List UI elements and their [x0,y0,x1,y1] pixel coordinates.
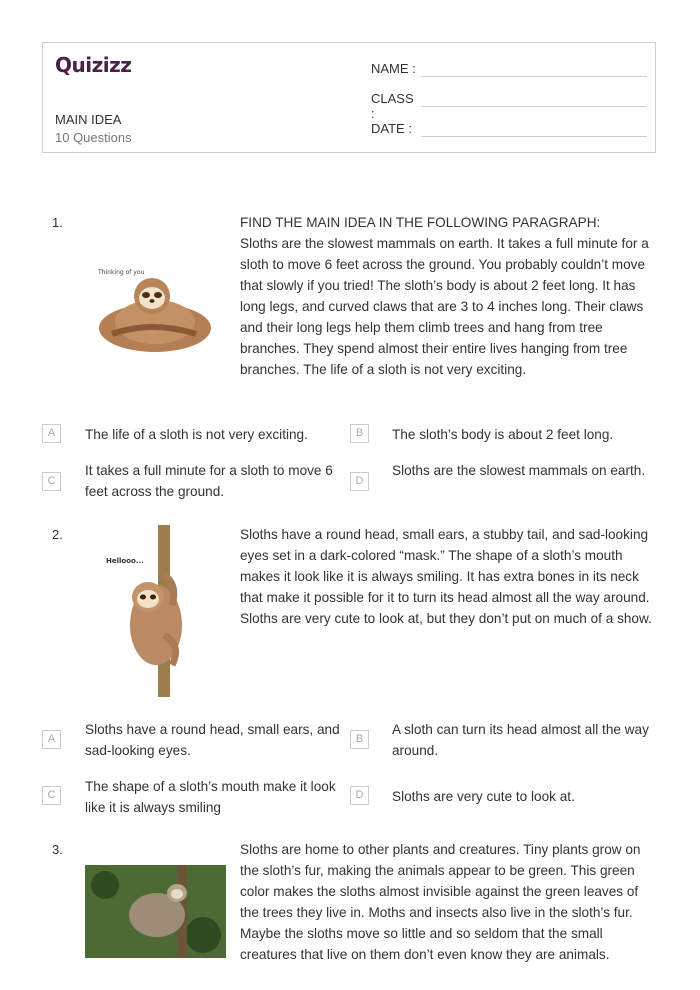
option-text: Sloths are the slowest mammals on earth. [392,463,646,478]
quizizz-logo: Quizizz [55,53,132,77]
option-letter-box: A [42,424,61,443]
option-letter-box: C [42,786,61,805]
option-letter-box: D [350,786,369,805]
option-letter-box: A [42,730,61,749]
image-caption: Hellooo... [106,557,144,565]
image-caption: Thinking of you [98,269,145,276]
worksheet-header [42,42,656,153]
question-number: 1. [52,215,63,230]
worksheet-title: MAIN IDEA [55,112,122,127]
date-label: DATE : [371,121,412,136]
question-number: 3. [52,842,63,857]
option-text: It takes a full minute for a sloth to move 6 feet across the ground. [85,463,333,499]
option-letter-box: C [42,472,61,491]
class-label: CLASS : [371,91,414,121]
option-letter-box: B [350,730,369,749]
date-field[interactable] [371,121,419,136]
question-1-text [240,212,660,380]
option-text: The life of a sloth is not very exciting. [85,427,308,442]
option-text: A sloth can turn its head almost all the way around. [392,722,649,758]
question-count: 10 Questions [55,130,132,145]
question-3-text: Sloths are home to other plants and creatures. Tiny plants grow on the sloth’s fur, making the animals appear to be green. This green color makes the sloths almost invisible against the green leaves of the trees they live in. Moths and insects also live in the sloth’s fur. Maybe the sloths move so little and so seldom that the small creatures that live on them don’t even know they are animals. [240,842,641,962]
option-letter-box: D [350,472,369,491]
option-letter-box: B [350,424,369,443]
name-field[interactable] [371,61,419,76]
option-text: The shape of a sloth’s mouth make it look like it is always smiling [85,779,336,815]
name-line [421,76,647,77]
option-text: Sloths have a round head, small ears, and sad-looking eyes. [85,722,340,758]
question-number: 2. [52,527,63,542]
class-line [421,106,647,107]
sloth-thinking-image [92,262,218,360]
option-text: Sloths are very cute to look at. [392,789,575,804]
question-prompt: FIND THE MAIN IDEA IN THE FOLLOWING PARAGRAPH: [240,215,601,230]
question-paragraph: Sloths are the slowest mammals on earth. It takes a full minute for a sloth to move 6 feet across the ground. You probably couldn’t move that slowly if you tried! The sloth’s body is about 2 feet long. It has long legs, and curved claws that are 3 to 4 inches long. Their claws and their long legs help them climb trees and hang from tree branches. They spend almost their entire lives hanging from tree branches. The life of a sloth is not very exciting. [240,236,649,377]
sloth-branch-image [98,525,218,697]
date-line [421,136,647,137]
option-text: The sloth’s body is about 2 feet long. [392,427,614,442]
question-2-text: Sloths have a round head, small ears, a stubby tail, and sad-looking eyes set in a dark-colored “mask.” The shape of a sloth’s mouth makes it look like it is always smiling. It has extra bones in its neck that make it possible for it to turn its head almost all the way around. Sloths are very cute to look at, but they don’t put on much of a show. [240,527,652,626]
name-label: NAME : [371,61,416,76]
class-field[interactable] [371,91,419,121]
sloth-tree-photo [85,865,226,958]
